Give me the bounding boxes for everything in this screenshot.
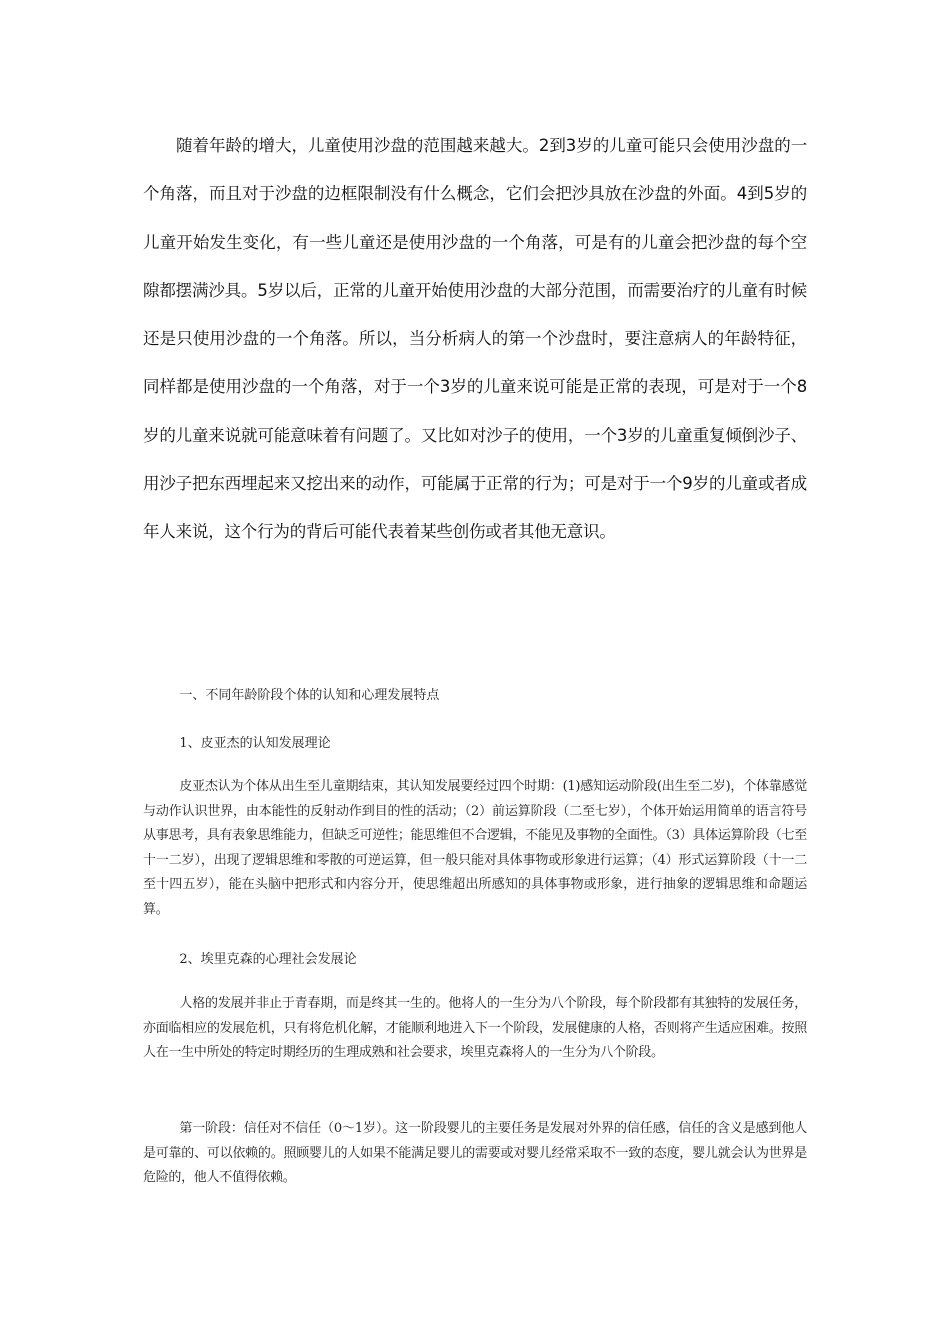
stage-1-body: 第一阶段：信任对不信任（0～1岁）。这一阶段婴儿的主要任务是发展对外界的信任感，信任的含义是感到他人是可靠的、可以依赖的。照顾婴儿的人如果不能满足婴儿的需要或对婴儿经常采取不一致的态度，婴儿就会认为世界是危险的，他人不值得依赖。 xyxy=(143,1121,807,1185)
section-title-block xyxy=(143,684,807,708)
intro-paragraph: 随着年龄的增大，儿童使用沙盘的范围越来越大。2到3岁的儿童可能只会使用沙盘的一个角落，而且对于沙盘的边框限制没有什么概念，它们会把沙具放在沙盘的外面。4到5岁的儿童开始发生变化，有一些儿童还是使用沙盘的一个角落，可是有的儿童会把沙盘的每个空隙都摆满沙具。5岁以后，正常的儿童开始使用沙盘的大部分范围，而需要治疗的儿童有时候还是只使用沙盘的一个角落。所以，当分析病人的第一个沙盘时，要注意病人的年龄特征，同样都是使用沙盘的一个角落，对于一个3岁的儿童来说可能是正常的表现，可是对于一个8岁的儿童来说就可能意味着有问题了。又比如对沙子的使用，一个3岁的儿童重复倾倒沙子、用沙子把东西埋起来又挖出来的动作，可能属于正常的行为；可是对于一个9岁的儿童或者成年人来说，这个行为的背后可能代表着某些创伤或者其他无意识。 xyxy=(143,136,807,542)
subsection-2-body: 人格的发展并非止于青春期，而是终其一生的。他将人的一生分为八个阶段，每个阶段都有其独特的发展任务，亦面临相应的发展危机，只有将危机化解，才能顺利地进入下一个阶段，发展健康的人格，否则将产生适应困难。按照人在一生中所处的特定时期经历的生理成熟和社会要求，埃里克森将人的一生分为八个阶段。 xyxy=(143,996,807,1060)
subsection-2-title-block xyxy=(143,948,807,972)
subsection-2-body-block xyxy=(143,992,807,1066)
subsection-1-body-block xyxy=(143,775,807,922)
subsection-1-title-block xyxy=(143,732,807,756)
subsection-1-body: 皮亚杰认为个体从出生至儿童期结束，其认知发展要经过四个时期：(1)感知运动阶段(出生至二岁)，个体靠感觉与动作认识世界，由本能性的反射动作到目的性的活动；（2）前运算阶段（二至七岁），个体开始运用简单的语言符号从事思考，具有表象思维能力，但缺乏可逆性；能思维但不合逻辑，不能见及事物的全面性。（3）具体运算阶段（七至十一二岁），出现了逻辑思维和零散的可逆运算，但一般只能对具体事物或形象进行运算；（4）形式运算阶段（十一二至十四五岁），能在头脑中把形式和内容分开，使思维超出所感知的具体事物或形象，进行抽象的逻辑思维和命题运算。 xyxy=(143,779,807,917)
stage-1-body-block xyxy=(143,1117,807,1191)
subsection-1-title: 1、皮亚杰的认知发展理论 xyxy=(179,736,331,751)
section-title: 一、不同年龄阶段个体的认知和心理发展特点 xyxy=(179,688,440,703)
subsection-2-title: 2、埃里克森的心理社会发展论 xyxy=(179,952,357,967)
